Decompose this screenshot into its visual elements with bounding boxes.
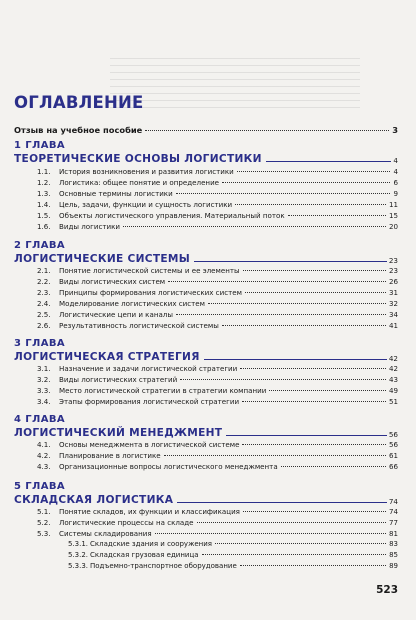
toc-preface-page: 3 — [392, 125, 398, 135]
item-label: Место логистической стратегии в стратегии компании — [59, 386, 267, 395]
subitem-number: 5.3.2. — [68, 551, 89, 559]
chapter-rule — [204, 359, 387, 360]
item-label: Основные термины логистики — [59, 189, 173, 198]
toc-item[interactable] — [37, 277, 398, 286]
leader-dots — [222, 182, 390, 183]
item-page: 56 — [388, 440, 398, 449]
item-page: 34 — [388, 310, 398, 319]
chapter-title: ЛОГИСТИЧЕСКИЙ МЕНЕДЖМЕНТ — [14, 427, 223, 439]
item-page: 74 — [388, 507, 398, 516]
chapter-number: 2 ГЛАВА — [14, 240, 66, 251]
item-page: 9 — [393, 189, 398, 198]
item-page: 6 — [393, 178, 398, 187]
toc-item[interactable] — [37, 321, 398, 330]
toc-subitem[interactable] — [68, 551, 398, 559]
item-label: Моделирование логистических систем — [59, 299, 206, 308]
item-number: 1.4. — [37, 200, 51, 209]
toc-item[interactable] — [37, 299, 398, 308]
item-number: 4.3. — [37, 462, 51, 471]
toc-item[interactable] — [37, 288, 398, 297]
subitem-number: 5.3.1. — [68, 540, 89, 548]
item-number: 1.2. — [37, 178, 51, 187]
item-number: 4.2. — [37, 451, 51, 460]
item-label: Основы менеджмента в логистической системе — [59, 440, 240, 449]
leader-dots — [145, 130, 389, 131]
toc-item[interactable] — [37, 375, 398, 384]
toc-item[interactable] — [37, 462, 398, 471]
item-page: 43 — [388, 375, 398, 384]
leader-dots — [208, 303, 386, 304]
leader-dots — [197, 522, 386, 523]
leader-dots — [288, 215, 386, 216]
leader-dots — [242, 444, 386, 445]
chapter-title: ТЕОРЕТИЧЕСКИЕ ОСНОВЫ ЛОГИСТИКИ — [14, 153, 262, 165]
item-number: 3.2. — [37, 375, 51, 384]
item-label: Логистические процессы на складе — [59, 518, 194, 527]
item-page: 51 — [388, 397, 398, 406]
item-page: 26 — [388, 277, 398, 286]
item-number: 1.5. — [37, 211, 51, 220]
leader-dots — [269, 390, 386, 391]
item-number: 1.3. — [37, 189, 51, 198]
item-number: 3.3. — [37, 386, 51, 395]
subitem-label: Складская грузовая единица — [90, 551, 199, 559]
leader-dots — [242, 401, 386, 402]
page-title: ОГЛАВЛЕНИЕ — [14, 93, 144, 112]
chapter-number: 3 ГЛАВА — [14, 338, 66, 349]
leader-dots — [123, 226, 386, 227]
item-number: 2.2. — [37, 277, 51, 286]
item-page: 66 — [388, 462, 398, 471]
leader-dots — [245, 292, 386, 293]
subitem-page: 85 — [389, 551, 398, 559]
item-label: Понятие логистической системы и ее элементы — [59, 266, 240, 275]
subitem-number: 5.3.3. — [68, 562, 89, 570]
chapter-title: ЛОГИСТИЧЕСКИЕ СИСТЕМЫ — [14, 253, 191, 265]
leader-dots — [235, 204, 386, 205]
leader-dots — [240, 565, 386, 566]
item-number: 5.1. — [37, 507, 51, 516]
chapter-page: 23 — [388, 256, 398, 265]
toc-item[interactable] — [37, 397, 398, 406]
toc-item[interactable] — [37, 200, 398, 209]
leader-dots — [202, 554, 387, 555]
toc-preface-label: Отзыв на учебное пособие — [14, 125, 143, 135]
item-label: Виды логистических стратегий — [59, 375, 178, 384]
toc-item[interactable] — [37, 364, 398, 373]
toc-subitem[interactable] — [68, 562, 398, 570]
item-number: 2.3. — [37, 288, 51, 297]
item-label: Системы складирования — [59, 529, 152, 538]
item-page: 31 — [388, 288, 398, 297]
item-number: 2.1. — [37, 266, 51, 275]
leader-dots — [281, 466, 386, 467]
leader-dots — [168, 281, 386, 282]
chapter-page: 42 — [388, 354, 398, 363]
toc-preface[interactable] — [14, 125, 398, 135]
subitem-page: 83 — [389, 540, 398, 548]
toc-item[interactable] — [37, 222, 398, 231]
chapter-number: 5 ГЛАВА — [14, 481, 66, 492]
item-label: Этапы формирования логистической стратегии — [59, 397, 240, 406]
item-page: 23 — [388, 266, 398, 275]
item-number: 2.4. — [37, 299, 51, 308]
toc-subitem[interactable] — [68, 540, 398, 548]
leader-dots — [176, 193, 391, 194]
leader-dots — [222, 325, 386, 326]
subitem-label: Подъемно-транспортное оборудование — [90, 562, 237, 570]
item-label: Организационные вопросы логистического менеджмента — [59, 462, 278, 471]
page-number: 523 — [376, 584, 398, 596]
item-label: Понятие складов, их функции и классификация — [59, 507, 240, 516]
toc-item[interactable] — [37, 507, 398, 516]
item-number: 3.1. — [37, 364, 51, 373]
chapter-number: 1 ГЛАВА — [14, 140, 66, 151]
toc-item[interactable] — [37, 178, 398, 187]
leader-dots — [237, 171, 391, 172]
chapter-title-row[interactable] — [14, 153, 398, 165]
item-page: 77 — [388, 518, 398, 527]
item-page: 42 — [388, 364, 398, 373]
item-number: 1.6. — [37, 222, 51, 231]
toc-item[interactable] — [37, 310, 398, 319]
toc-item[interactable] — [37, 529, 398, 538]
chapter-title: СКЛАДСКАЯ ЛОГИСТИКА — [14, 494, 174, 506]
item-number: 2.5. — [37, 310, 51, 319]
subitem-page: 89 — [389, 562, 398, 570]
toc-item[interactable] — [37, 386, 398, 395]
leader-dots — [243, 511, 386, 512]
leader-dots — [155, 533, 386, 534]
leader-dots — [243, 270, 386, 271]
leader-dots — [176, 314, 386, 315]
toc-item[interactable] — [37, 266, 398, 275]
item-number: 3.4. — [37, 397, 51, 406]
chapter-rule — [226, 435, 387, 436]
item-page: 49 — [388, 386, 398, 395]
toc-item[interactable] — [37, 167, 398, 176]
toc-item[interactable] — [37, 189, 398, 198]
item-label: История возникновения и развития логистики — [59, 167, 234, 176]
item-number: 1.1. — [37, 167, 51, 176]
item-number: 4.1. — [37, 440, 51, 449]
chapter-title: ЛОГИСТИЧЕСКАЯ СТРАТЕГИЯ — [14, 351, 200, 363]
item-label: Назначение и задачи логистической стратегии — [59, 364, 238, 373]
item-page: 41 — [388, 321, 398, 330]
item-label: Результативность логистической системы — [59, 321, 219, 330]
leader-dots — [180, 379, 386, 380]
chapter-rule — [194, 261, 387, 262]
chapter-title-row[interactable] — [14, 253, 398, 265]
item-label: Планирование в логистике — [59, 451, 161, 460]
item-label: Цель, задачи, функции и сущность логистики — [59, 200, 233, 209]
item-label: Логистика: общее понятие и определение — [59, 178, 220, 187]
chapter-rule — [266, 161, 392, 162]
bleed-through-text — [110, 52, 360, 112]
leader-dots — [164, 455, 386, 456]
toc-item[interactable] — [37, 451, 398, 460]
chapter-title-row[interactable] — [14, 351, 398, 363]
chapter-page: 56 — [388, 430, 398, 439]
item-page: 15 — [388, 211, 398, 220]
item-page: 61 — [388, 451, 398, 460]
item-number: 5.2. — [37, 518, 51, 527]
chapter-number: 4 ГЛАВА — [14, 414, 66, 425]
chapter-title-row[interactable] — [14, 494, 398, 506]
chapter-title-row[interactable] — [14, 427, 398, 439]
item-label: Логистические цепи и каналы — [59, 310, 173, 319]
item-page: 11 — [388, 200, 398, 209]
leader-dots — [240, 368, 386, 369]
chapter-page: 74 — [388, 497, 398, 506]
chapter-rule — [177, 502, 387, 503]
chapter-page: 4 — [393, 156, 398, 165]
item-page: 20 — [388, 222, 398, 231]
leader-dots — [215, 543, 386, 544]
toc-item[interactable] — [37, 440, 398, 449]
item-label: Объекты логистического управления. Материальный поток — [59, 211, 285, 220]
subitem-label: Складские здания и сооружения — [90, 540, 213, 548]
item-page: 81 — [388, 529, 398, 538]
item-number: 2.6. — [37, 321, 51, 330]
toc-item[interactable] — [37, 518, 398, 527]
item-page: 4 — [393, 167, 398, 176]
item-label: Виды логистических систем — [59, 277, 166, 286]
item-page: 32 — [388, 299, 398, 308]
item-number: 5.3. — [37, 529, 51, 538]
item-label: Принципы формирования логистических систем — [59, 288, 242, 297]
toc-item[interactable] — [37, 211, 398, 220]
item-label: Виды логистики — [59, 222, 120, 231]
